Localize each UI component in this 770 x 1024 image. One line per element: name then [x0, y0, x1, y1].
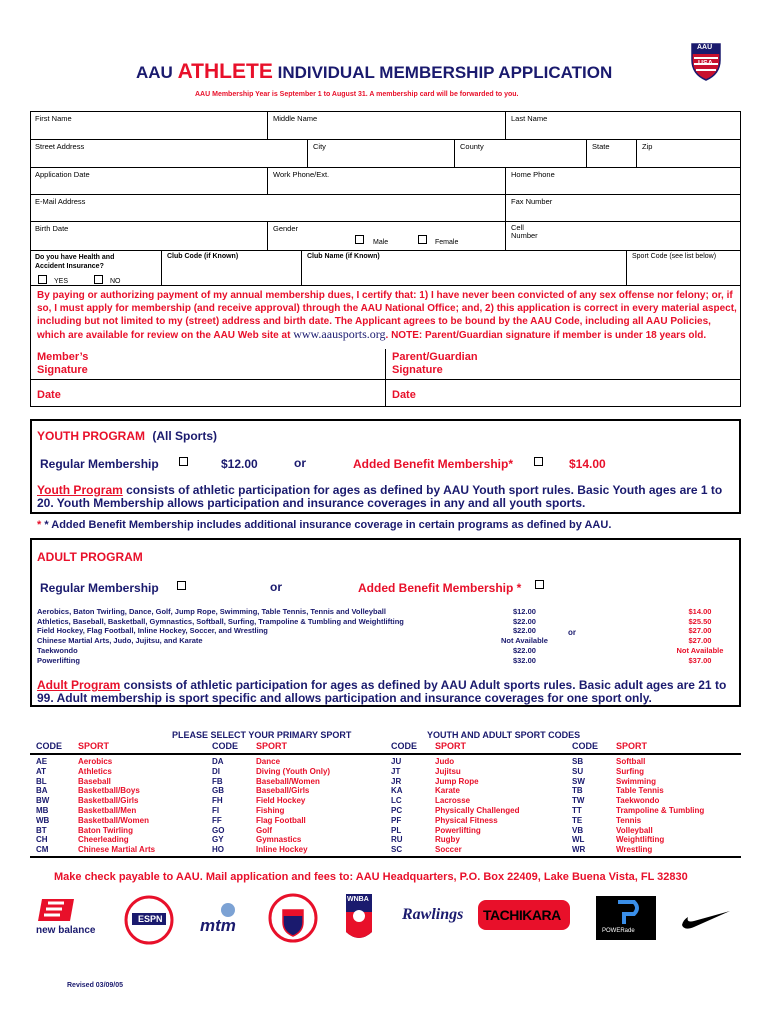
work-phone-field[interactable]: Work Phone/Ext.	[268, 168, 506, 195]
sport-code-row	[212, 786, 391, 796]
sport-code-row	[30, 806, 212, 816]
sport-code-row	[212, 816, 391, 826]
sport-name: Tennis	[616, 815, 642, 825]
sport-code: TB	[572, 786, 583, 796]
nike-swoosh-logo	[680, 905, 732, 931]
sport-header: SPORT	[256, 741, 288, 751]
sport-name: Gymnastics	[256, 835, 302, 845]
sport-name: Taekwondo	[616, 796, 660, 806]
sport-code: PL	[391, 825, 402, 835]
sport-code-row	[212, 757, 391, 767]
sport-name: Basketball/Girls	[78, 796, 139, 806]
sport-name: Soccer	[435, 845, 462, 855]
sport-code-row	[572, 777, 736, 787]
sport-code: CM	[36, 845, 49, 855]
sport-code: JT	[391, 766, 401, 776]
sport-code-row	[391, 796, 572, 806]
sport-codes-column	[30, 757, 212, 855]
adult-regular-checkbox[interactable]	[177, 581, 186, 590]
adult-sports-list: Aerobics, Baton Twirling, Dance, Golf, Jump Rope, Swimming, Table Tennis, Tennis and Volleyball	[37, 607, 386, 616]
sport-code-row	[572, 806, 736, 816]
sport-code: JU	[391, 757, 402, 766]
fax-field[interactable]: Fax Number	[506, 195, 741, 222]
sport-code-row	[572, 835, 736, 845]
insurance-yes-checkbox[interactable]	[38, 275, 47, 284]
sport-name: Basketball/Men	[78, 805, 137, 815]
sport-code: BA	[36, 786, 48, 796]
sport-name: Baseball/Girls	[256, 786, 310, 796]
adult-description: Adult Program consists of athletic participation for ages as defined by AAU Adult sports rules. Basic adult ages are 21 to 99. Adult membership is sport specific and allows participation and insurance coverages for one sport only.	[37, 678, 727, 705]
adult-regular-fee: $22.00	[512, 645, 536, 655]
youth-regular-checkbox[interactable]	[179, 457, 188, 466]
sport-code: AT	[36, 766, 47, 776]
sport-name: Field Hockey	[256, 796, 306, 806]
adult-fee-or: or	[568, 628, 576, 637]
adult-added-fee: Not Available	[676, 645, 724, 655]
member-signature-label: Member’s Signature	[37, 351, 89, 376]
middle-name-field[interactable]: Middle Name	[268, 112, 506, 140]
city-field[interactable]: City	[308, 140, 455, 168]
added-benefit-note: * * Added Benefit Membership includes additional insurance coverage in certain programs as defined by AAU.	[37, 519, 612, 531]
youth-description: Youth Program consists of athletic participation for ages as defined by AAU Youth sport rules. Basic Youth ages are 1 to 20. Youth Membership allows participation and insurance coverages in any and all youth sports.	[37, 483, 723, 510]
sport-name: Powerlifting	[435, 825, 481, 835]
adult-fee-row	[37, 636, 737, 646]
mtm-logo: mtm	[200, 900, 248, 942]
adult-fee-row	[37, 646, 737, 656]
sport-name: Baseball/Women	[256, 776, 320, 786]
sport-code: BW	[36, 796, 50, 806]
sport-name: Judo	[435, 757, 455, 766]
membership-year-note: AAU Membership Year is September 1 to August 31. A membership card will be forwarded to you.	[195, 91, 519, 98]
new-balance-logo: new balance	[34, 895, 96, 940]
sport-code: SU	[572, 766, 584, 776]
email-field[interactable]: E-Mail Address	[30, 195, 506, 222]
sport-code: WR	[572, 845, 586, 855]
sport-name: Karate	[435, 786, 460, 796]
youth-added-checkbox[interactable]	[534, 457, 543, 466]
sport-code: TE	[572, 815, 583, 825]
aau-usa-badge: AAU USA	[690, 42, 722, 82]
sport-code-row	[572, 826, 736, 836]
sport-name: Surfing	[616, 766, 644, 776]
sport-code-row	[572, 816, 736, 826]
female-label: Female	[435, 239, 459, 246]
zip-field[interactable]: Zip	[637, 140, 741, 168]
sport-name: Jujitsu	[435, 766, 461, 776]
adult-regular-fee: Not Available	[500, 636, 548, 646]
sport-name: Flag Football	[256, 815, 306, 825]
espn-logo: ESPN	[124, 895, 174, 945]
youth-program-title: YOUTH PROGRAM (All Sports)	[37, 429, 218, 443]
sport-code-row	[572, 786, 736, 796]
sport-code: AE	[36, 757, 48, 766]
sport-code: DI	[212, 766, 220, 776]
sport-code-row	[30, 816, 212, 826]
female-checkbox[interactable]	[418, 235, 427, 244]
tachikara-logo: TACHIKARA	[478, 900, 570, 930]
select-sport-heading: PLEASE SELECT YOUR PRIMARY SPORT	[172, 730, 352, 740]
sport-code: MB	[36, 805, 49, 815]
sport-name: Golf	[256, 825, 272, 835]
sport-name: Dance	[256, 757, 281, 766]
certification-text: By paying or authorizing payment of my annual membership dues, I certify that: 1) I have never been convicted of any sex offense nor felony; or, if so, I must apply for membership (and receive approval) through the AAU National Office; and, 2) this application is correct in every material aspect, including but not limited to my (street) address and birth date. The Applicant agrees to be bound by the AAU Code, including all AAU Policies, which are available for review on the AAU Web site at www.aausports.org. NOTE: Parent/Guardian signature if member is under 18 years old.	[37, 290, 737, 341]
rawlings-logo: Rawlings	[402, 906, 464, 923]
sport-name: Basketball/Women	[78, 815, 149, 825]
form-title: AAU ATHLETE INDIVIDUAL MEMBERSHIP APPLICATION	[136, 60, 613, 83]
sport-codes-column	[391, 757, 572, 855]
youth-football-fund-logo	[268, 892, 318, 944]
sport-code-row	[30, 786, 212, 796]
sport-code: BT	[36, 825, 47, 835]
adult-sports-list: Taekwondo	[37, 645, 78, 655]
insurance-no-checkbox[interactable]	[94, 275, 103, 284]
application-date-field[interactable]: Application Date	[30, 168, 268, 195]
sport-name: Aerobics	[78, 757, 113, 766]
sport-name: Basketball/Boys	[78, 786, 140, 796]
street-address-field[interactable]: Street Address	[30, 140, 308, 168]
sport-name: Jump Rope	[435, 776, 479, 786]
adult-added-fee: $27.00	[688, 636, 712, 646]
aau-website-link[interactable]: www.aausports.org	[293, 327, 386, 341]
adult-added-fee: $14.00	[688, 607, 712, 616]
sport-code-row	[391, 786, 572, 796]
adult-regular-fee: $22.00	[512, 626, 536, 636]
sport-name: Lacrosse	[435, 796, 471, 806]
sport-code-row	[212, 835, 391, 845]
health-insurance-field: Do you have Health and Accident Insurance?	[30, 251, 162, 286]
adult-sports-list: Powerlifting	[37, 655, 80, 665]
sport-name: Rugby	[435, 835, 460, 845]
sport-code: VB	[572, 825, 584, 835]
sport-code-row	[391, 816, 572, 826]
sport-code-row	[572, 796, 736, 806]
state-field[interactable]: State	[587, 140, 637, 168]
sport-name: Wrestling	[616, 845, 653, 855]
sport-name: Baseball	[78, 776, 111, 786]
adult-regular-fee: $12.00	[512, 607, 536, 616]
sport-name: Cheerleading	[78, 835, 129, 845]
adult-regular-fee: $22.00	[512, 616, 536, 626]
sport-name: Swimming	[616, 776, 657, 786]
adult-regular-label: Regular Membership	[40, 581, 159, 595]
powerade-logo: POWERade	[596, 896, 656, 940]
code-header: CODE	[391, 741, 418, 751]
sport-code-row	[30, 767, 212, 777]
sport-code-row	[391, 777, 572, 787]
sport-code: JR	[391, 776, 402, 786]
sport-name: Diving (Youth Only)	[256, 766, 331, 776]
adult-fee-row	[37, 626, 737, 636]
adult-sports-list: Field Hockey, Flag Football, Inline Hockey, Soccer, and Wrestling	[37, 626, 268, 636]
sport-code-row	[391, 835, 572, 845]
sport-code-row	[212, 826, 391, 836]
sport-name: Fishing	[256, 805, 285, 815]
sport-code: SB	[572, 757, 584, 766]
sport-name: Athletics	[78, 766, 112, 776]
sport-name: Softball	[616, 757, 646, 766]
sport-name: Physical Fitness	[435, 815, 498, 825]
male-label: Male	[373, 239, 389, 246]
sport-codes-heading: YOUTH AND ADULT SPORT CODES	[427, 730, 581, 740]
sport-name: Inline Hockey	[256, 845, 308, 855]
sport-code: DA	[212, 757, 224, 766]
adult-added-checkbox[interactable]	[535, 580, 544, 589]
sport-header: SPORT	[78, 741, 110, 751]
sport-code-row	[391, 845, 572, 855]
home-phone-field[interactable]: Home Phone	[506, 168, 741, 195]
adult-or: or	[270, 580, 282, 594]
sport-code-row	[30, 826, 212, 836]
sport-code: FH	[212, 796, 223, 806]
sport-code-row	[391, 806, 572, 816]
club-code-field[interactable]: Club Code (if Known)	[162, 251, 302, 286]
parent-date-label[interactable]: Date	[392, 389, 416, 401]
sport-code: LC	[391, 796, 402, 806]
adult-added-fee: $37.00	[688, 655, 712, 665]
adult-fee-table	[37, 607, 737, 665]
sport-code: GY	[212, 835, 224, 845]
sport-name: Physically Challenged	[435, 805, 520, 815]
sport-code: SC	[391, 845, 403, 855]
sport-name: Chinese Martial Arts	[78, 845, 156, 855]
sport-code: FF	[212, 815, 222, 825]
sport-code: GO	[212, 825, 225, 835]
code-header: CODE	[572, 741, 599, 751]
sport-code: KA	[391, 786, 403, 796]
sport-code: CH	[36, 835, 48, 845]
sport-code-row	[572, 767, 736, 777]
sport-code: FI	[212, 805, 220, 815]
sport-code: HO	[212, 845, 224, 855]
cell-number-field[interactable]: Cell Number	[506, 222, 741, 251]
sport-code-row	[30, 835, 212, 845]
sport-code: WB	[36, 815, 50, 825]
insurance-yes-label: YES	[54, 278, 69, 285]
sport-code-row	[212, 845, 391, 855]
sport-codes-table	[30, 741, 741, 858]
code-header: CODE	[36, 741, 63, 751]
signature-divider	[385, 349, 386, 407]
sport-code-row	[391, 757, 572, 767]
youth-regular-price: $12.00	[221, 457, 258, 471]
adult-sports-list: Chinese Martial Arts, Judo, Jujitsu, and Karate	[37, 636, 203, 646]
sport-code: FB	[212, 776, 223, 786]
adult-added-label: Added Benefit Membership *	[358, 581, 522, 595]
sport-code: SW	[572, 776, 585, 786]
sport-code-row	[212, 767, 391, 777]
adult-fee-row	[37, 617, 737, 627]
wnba-logo: WNBA	[344, 892, 374, 944]
sport-name: Baton Twirling	[78, 825, 133, 835]
sport-code: PF	[391, 815, 402, 825]
sport-name: Table Tennis	[616, 786, 664, 796]
sport-code: WL	[572, 835, 585, 845]
sport-codes-column	[212, 757, 391, 855]
sport-code-row	[30, 845, 212, 855]
adult-added-fee: $27.00	[688, 626, 712, 636]
youth-added-label: Added Benefit Membership*	[353, 457, 514, 471]
sport-header: SPORT	[435, 741, 467, 751]
last-name-field[interactable]: Last Name	[506, 112, 741, 140]
sport-code-row	[212, 796, 391, 806]
sport-code: GB	[212, 786, 224, 796]
birth-date-field[interactable]: Birth Date	[30, 222, 268, 251]
adult-program-title: ADULT PROGRAM	[37, 550, 143, 564]
sport-name: Trampoline & Tumbling	[616, 805, 705, 815]
sport-code: BL	[36, 776, 47, 786]
adult-fee-row	[37, 607, 737, 617]
gender-field: Gender	[268, 222, 506, 251]
sport-code-row	[30, 777, 212, 787]
insurance-no-label: NO	[110, 278, 121, 285]
sport-code-row	[391, 826, 572, 836]
sport-name: Weightlifting	[616, 835, 665, 845]
first-name-field[interactable]: First Name	[30, 112, 268, 140]
adult-added-fee: $25.50	[688, 616, 712, 626]
sport-code-row	[212, 806, 391, 816]
youth-regular-label: Regular Membership	[40, 457, 159, 471]
sport-code: TT	[572, 805, 582, 815]
adult-sports-list: Athletics, Baseball, Basketball, Gymnastics, Softball, Surfing, Trampoline & Tumbling and Weightlifting	[37, 616, 404, 626]
youth-or: or	[294, 456, 306, 470]
sport-header: SPORT	[616, 741, 648, 751]
adult-fee-row	[37, 656, 737, 666]
youth-added-price: $14.00	[569, 457, 606, 471]
male-checkbox[interactable]	[355, 235, 364, 244]
sport-code-row	[30, 796, 212, 806]
sport-code-row	[572, 757, 736, 767]
parent-signature-label: Parent/Guardian Signature	[392, 351, 478, 376]
sport-code-field[interactable]: Sport Code (see list below)	[627, 251, 741, 286]
sport-name: Volleyball	[616, 825, 653, 835]
sport-code-row	[391, 767, 572, 777]
adult-regular-fee: $32.00	[512, 655, 536, 665]
sport-code: TW	[572, 796, 585, 806]
sport-code-row	[30, 757, 212, 767]
revised-date: Revised 03/09/05	[67, 982, 124, 989]
code-header: CODE	[212, 741, 239, 751]
sport-code: RU	[391, 835, 403, 845]
signature-line	[30, 379, 741, 380]
sport-code-row	[572, 845, 736, 855]
county-field[interactable]: County	[455, 140, 587, 168]
sport-code-row	[212, 777, 391, 787]
club-name-field[interactable]: Club Name (if Known)	[302, 251, 627, 286]
sport-code: PC	[391, 805, 403, 815]
sport-codes-column	[572, 757, 736, 855]
payment-instructions: Make check payable to AAU. Mail application and fees to: AAU Headquarters, P.O. Box 22409, Lake Buena Vista, FL 32830	[54, 871, 688, 883]
member-date-label[interactable]: Date	[37, 389, 61, 401]
